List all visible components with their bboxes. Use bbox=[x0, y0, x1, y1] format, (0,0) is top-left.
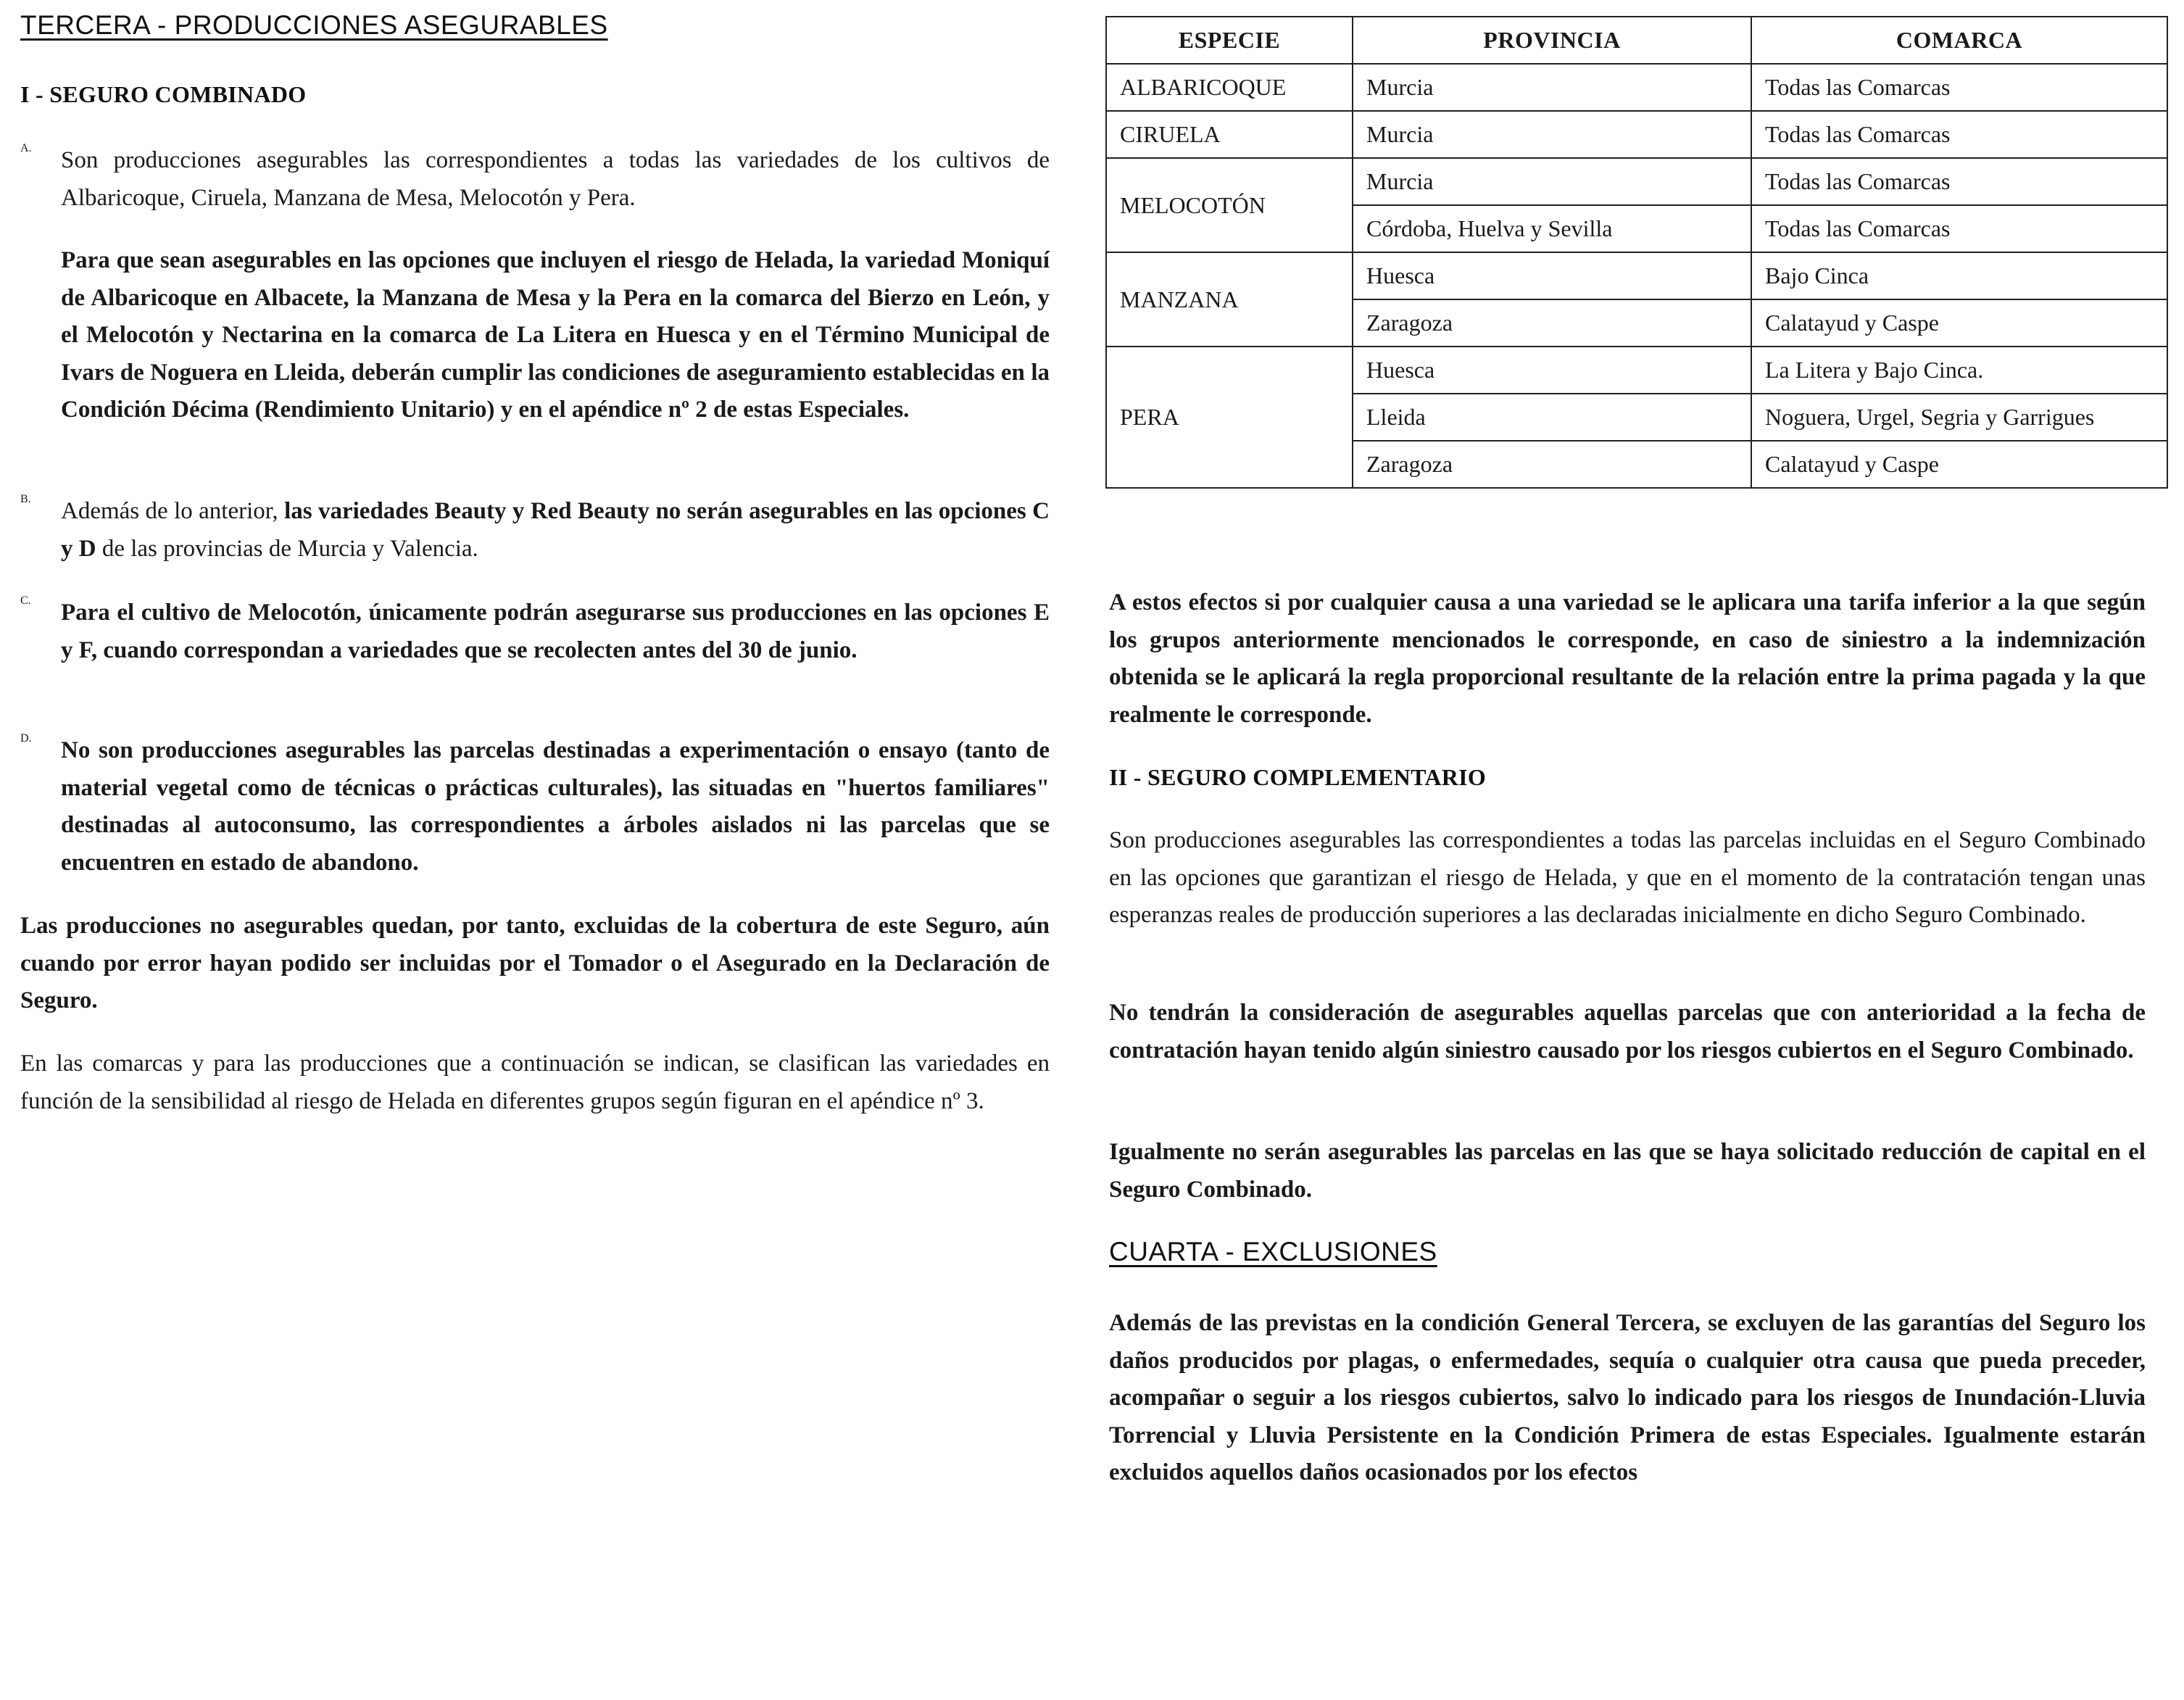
item-c bbox=[20, 594, 1050, 669]
not-insurable-text-1: No tendrán la consideración de asegurables aquellas parcelas que con anterioridad a la fecha de contratación hayan tenido algún siniestro causado por los riesgos cubiertos en el Seguro Combinado. bbox=[1109, 1000, 2146, 1063]
item-b-bold: las variedades Beauty y Red Beauty no serán asegurables en las opciones C y D bbox=[61, 498, 1050, 562]
item-d-text: No son producciones asegurables las parcelas destinadas a experimentación o ensayo (tanto de material vegetal como de técnicas o prácticas culturales), las situadas en "huertos familiares" destinadas al autoconsumo, las correspondientes a árboles aislados ni las parcelas que se encuentren en estado de abandono. bbox=[61, 737, 1050, 876]
cell-provincia: Huesca bbox=[1353, 347, 1751, 394]
table-row bbox=[1106, 158, 2167, 205]
cell-especie: CIRUELA bbox=[1106, 111, 1353, 158]
cell-provincia: Huesca bbox=[1353, 252, 1751, 299]
species-province-table bbox=[1105, 16, 2168, 489]
header-provincia: PROVINCIA bbox=[1353, 17, 1751, 64]
table-row bbox=[1106, 347, 2167, 394]
cell-provincia: Zaragoza bbox=[1353, 299, 1751, 347]
cell-especie: ALBARICOQUE bbox=[1106, 64, 1353, 111]
item-d bbox=[20, 732, 1050, 882]
exclusions-text: Además de las previstas en la condición General Tercera, se excluyen de las garantías del Seguro los daños producidos por plagas, o enfermedades, sequía o cualquier otra causa que pueda preceder, acompañar o seguir a los riesgos cubiertos, salvo lo indicado para los riesgos de Inundación-Lluvia Torrencial y Lluvia Persistente en la Condición Primera de estas Especiales. Igualmente estarán excluidos aquellos daños ocasionados por los efectos bbox=[1109, 1310, 2146, 1485]
header-especie: ESPECIE bbox=[1106, 17, 1353, 64]
cell-comarca: Todas las Comarcas bbox=[1751, 64, 2167, 111]
cell-comarca: Todas las Comarcas bbox=[1751, 158, 2167, 205]
not-insurable-text-2: Igualmente no serán asegurables las parcelas en las que se haya solicitado reducción de capital en el Seguro Combinado. bbox=[1109, 1139, 2146, 1203]
cell-especie: MELOCOTÓN bbox=[1106, 158, 1353, 252]
section-title-tercera: TERCERA - PRODUCCIONES ASEGURABLES bbox=[20, 10, 608, 40]
cell-comarca: Bajo Cinca bbox=[1751, 252, 2167, 299]
cell-provincia: Murcia bbox=[1353, 158, 1751, 205]
cell-especie: MANZANA bbox=[1106, 252, 1353, 347]
cell-comarca: Noguera, Urgel, Segria y Garrigues bbox=[1751, 394, 2167, 441]
item-b-plain: Además de lo anterior, bbox=[61, 498, 285, 524]
complementary-text: Son producciones asegurables las correspondientes a todas las parcelas incluidas en el Seguro Combinado en las opciones que garantizan el riesgo de Helada, y que en el momento de la contratación tengan unas esperanzas reales de producción superiores a las declaradas inicialmente en dicho Seguro Combinado. bbox=[1109, 827, 2146, 928]
cell-especie: PERA bbox=[1106, 347, 1353, 488]
classification-note: En las comarcas y para las producciones que a continuación se indican, se clasifican las variedades en función de la sensibilidad al riesgo de Helada en diferentes grupos según figuran en el apéndice nº 3. bbox=[20, 1050, 1050, 1114]
item-label: B. bbox=[20, 493, 31, 505]
item-b bbox=[20, 493, 1050, 568]
item-label: D. bbox=[20, 732, 32, 745]
table-row bbox=[1106, 64, 2167, 111]
cell-comarca: Calatayud y Caspe bbox=[1751, 441, 2167, 488]
item-b-tail: de las provincias de Murcia y Valencia. bbox=[96, 535, 478, 562]
table-header-row bbox=[1106, 17, 2167, 64]
item-a-bold bbox=[20, 242, 1050, 429]
item-label: C. bbox=[20, 594, 31, 607]
item-a-text: Son producciones asegurables las correspondientes a todas las variedades de los cultivos de Albaricoque, Ciruela, Manzana de Mesa, Melocotón y Pera. bbox=[61, 147, 1050, 211]
cell-provincia: Lleida bbox=[1353, 394, 1751, 441]
table-row bbox=[1106, 111, 2167, 158]
subsection-seguro-combinado: I - SEGURO COMBINADO bbox=[20, 81, 307, 107]
tariff-note: A estos efectos si por cualquier causa a una variedad se le aplicara una tarifa inferior a la que según los grupos anteriormente mencionados le corresponde, en caso de siniestro a la indemnización obtenida se le aplicará la regla proporcional resultante de la relación entre la prima pagada y la que realmente le corresponde. bbox=[1109, 589, 2146, 728]
cell-comarca: La Litera y Bajo Cinca. bbox=[1751, 347, 2167, 394]
cell-provincia: Córdoba, Huelva y Sevilla bbox=[1353, 205, 1751, 252]
item-label: A. bbox=[20, 142, 32, 154]
item-a bbox=[20, 142, 1050, 217]
cell-comarca: Calatayud y Caspe bbox=[1751, 299, 2167, 347]
table-row bbox=[1106, 252, 2167, 299]
section-title-cuarta: CUARTA - EXCLUSIONES bbox=[1109, 1237, 1437, 1266]
item-c-text: Para el cultivo de Melocotón, únicamente podrán asegurarse sus producciones en las opciones E y F, cuando correspondan a variedades que se recolecten antes del 30 de junio. bbox=[61, 600, 1050, 663]
cell-comarca: Todas las Comarcas bbox=[1751, 111, 2167, 158]
item-b-text bbox=[61, 493, 1050, 568]
header-comarca: COMARCA bbox=[1751, 17, 2167, 64]
cell-provincia: Murcia bbox=[1353, 111, 1751, 158]
item-a-bold-text: Para que sean asegurables en las opciones que incluyen el riesgo de Helada, la variedad Moniquí de Albaricoque en Albacete, la Manzana de Mesa y la Pera en la comarca del Bierzo en León, y el Melocotón y Nectarina en la comarca de La Litera en Huesca y en el Término Municipal de Ivars de Noguera en Lleida, deberán cumplir las condiciones de aseguramiento establecidas en la Condición Décima (Rendimiento Unitario) y en el apéndice nº 2 de estas Especiales. bbox=[61, 247, 1050, 423]
cell-provincia: Zaragoza bbox=[1353, 441, 1751, 488]
exclusion-note: Las producciones no asegurables quedan, por tanto, excluidas de la cobertura de este Seguro, aún cuando por error hayan podido ser incluidas por el Tomador o el Asegurado en la Declaración de Seguro. bbox=[20, 913, 1050, 1013]
cell-provincia: Murcia bbox=[1353, 64, 1751, 111]
cell-comarca: Todas las Comarcas bbox=[1751, 205, 2167, 252]
subsection-seguro-complementario: II - SEGURO COMPLEMENTARIO bbox=[1109, 764, 1487, 790]
